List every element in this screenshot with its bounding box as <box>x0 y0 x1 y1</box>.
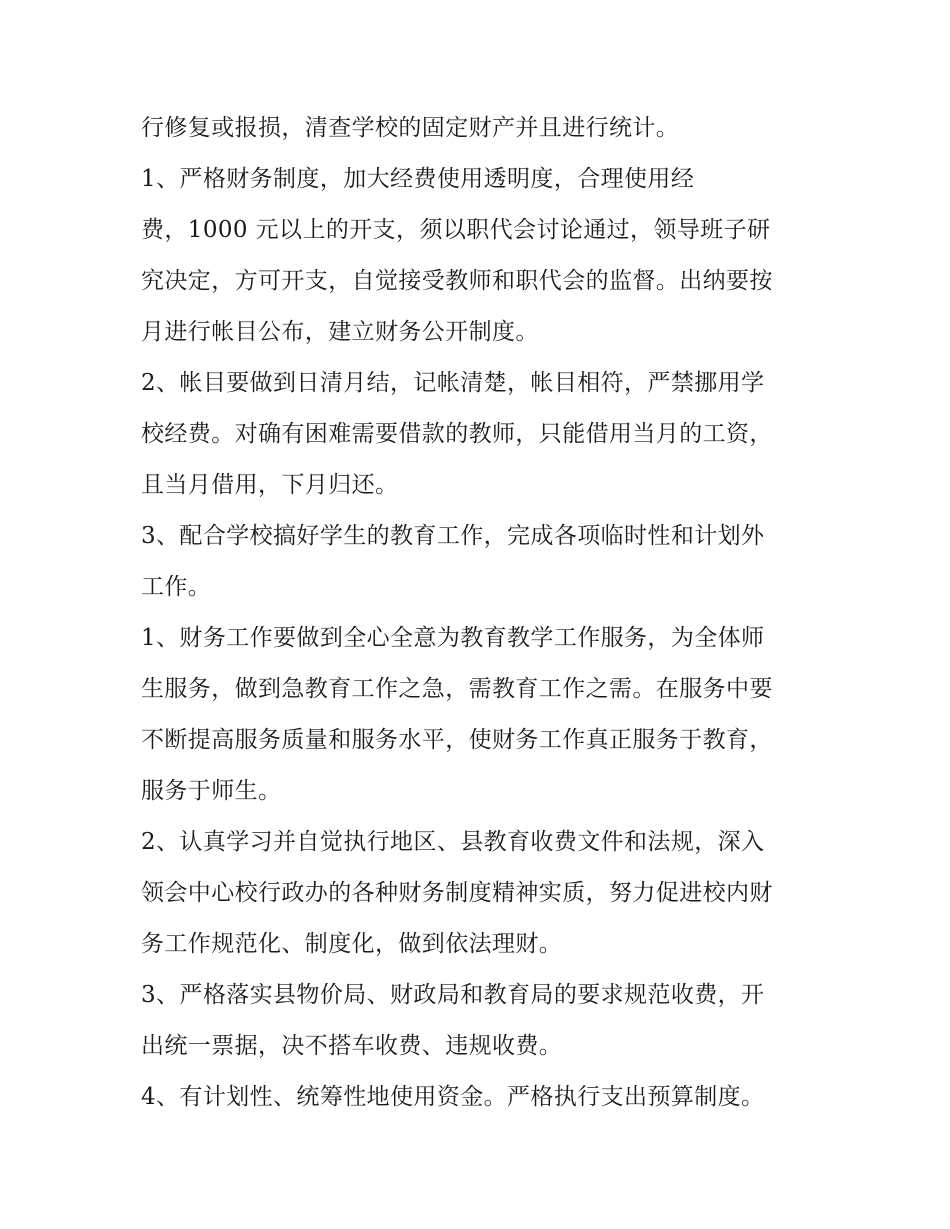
text-line: 不断提高服务质量和服务水平，使财务工作真正服务于教育， <box>141 727 773 753</box>
text-line: 1、财务工作要做到全心全意为教育教学工作服务，为全体师 <box>141 625 765 651</box>
text-line: 行修复或报损，清查学校的固定财产并且进行统计。 <box>141 115 680 141</box>
text-line: 领会中心校行政办的各种财务制度精神实质，努力促进校内财 <box>141 880 773 906</box>
text-line: 月进行帐目公布，建立财务公开制度。 <box>141 319 539 345</box>
text-line: 务工作规范化、制度化，做到依法理财。 <box>141 931 563 957</box>
text-line: 3、严格落实县物价局、财政局和教育局的要求规范收费，开 <box>141 982 765 1008</box>
text-line: 2、认真学习并自觉执行地区、县教育收费文件和法规，深入 <box>141 829 765 855</box>
text-line: 生服务，做到急教育工作之急，需教育工作之需。在服务中要 <box>141 676 773 702</box>
text-line: 校经费。对确有困难需要借款的教师，只能借用当月的工资， <box>141 421 773 447</box>
text-line: 工作。 <box>141 574 212 600</box>
text-line: 3、配合学校搞好学生的教育工作，完成各项临时性和计划外 <box>141 523 765 549</box>
text-line: 4、有计划性、统筹性地使用资金。严格执行支出预算制度。 <box>141 1084 765 1110</box>
text-line: 出统一票据，决不搭车收费、违规收费。 <box>141 1033 563 1059</box>
text-line: 1、严格财务制度，加大经费使用透明度，合理使用经 <box>141 166 695 192</box>
text-line: 2、帐目要做到日清月结，记帐清楚，帐目相符，严禁挪用学 <box>141 370 765 396</box>
text-line: 究决定，方可开支，自觉接受教师和职代会的监督。出纳要按 <box>141 268 773 294</box>
text-line: 费，1000 元以上的开支，须以职代会讨论通过，领导班子研 <box>141 217 771 243</box>
text-line: 服务于师生。 <box>141 778 282 804</box>
text-line: 且当月借用，下月归还。 <box>141 472 399 498</box>
